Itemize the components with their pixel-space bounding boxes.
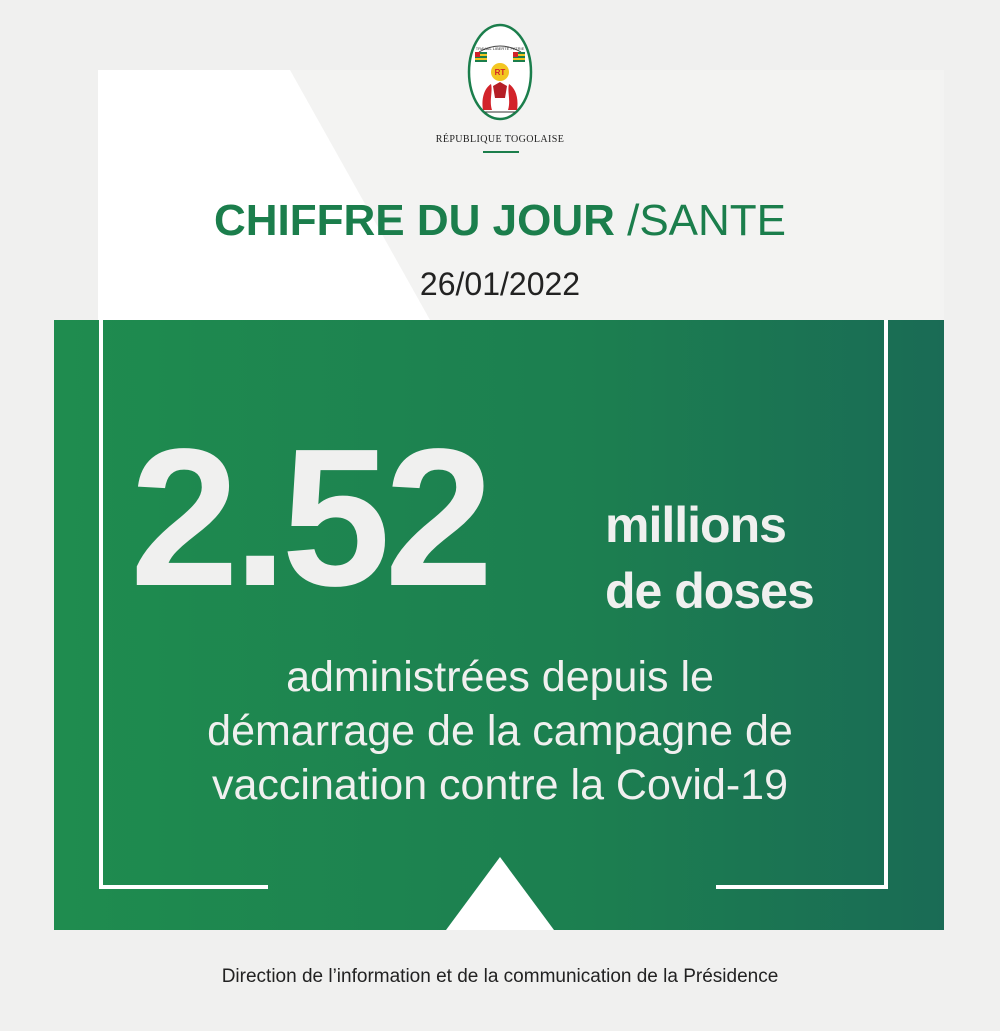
svg-text:RT: RT [494, 68, 506, 77]
svg-text:TRAVAIL LIBERTÉ PATRIE: TRAVAIL LIBERTÉ PATRIE [475, 46, 525, 51]
date-label: 26/01/2022 [419, 266, 581, 302]
description-line-3: vaccination contre la Covid-19 [211, 761, 789, 809]
pointer-notch [446, 857, 554, 930]
emblem-caption: RÉPUBLIQUE TOGOLAISE [435, 134, 565, 145]
description-line-2: démarrage de la campagne de [207, 707, 793, 755]
title-main: CHIFFRE DU JOUR [213, 196, 615, 245]
unit-line-2: de doses [605, 563, 814, 619]
description-text [80, 650, 920, 812]
emblem-divider [483, 151, 519, 153]
coat-of-arms-emblem [467, 22, 533, 122]
footer-credit: Direction de l’information et de la communication de la Présidence [221, 966, 779, 987]
unit-line-1: millions [605, 497, 786, 553]
page-title [0, 196, 1000, 246]
headline-number: 2.52 [130, 408, 488, 627]
title-category: /SANTE [627, 196, 787, 245]
description-line-1: administrées depuis le [286, 653, 714, 701]
